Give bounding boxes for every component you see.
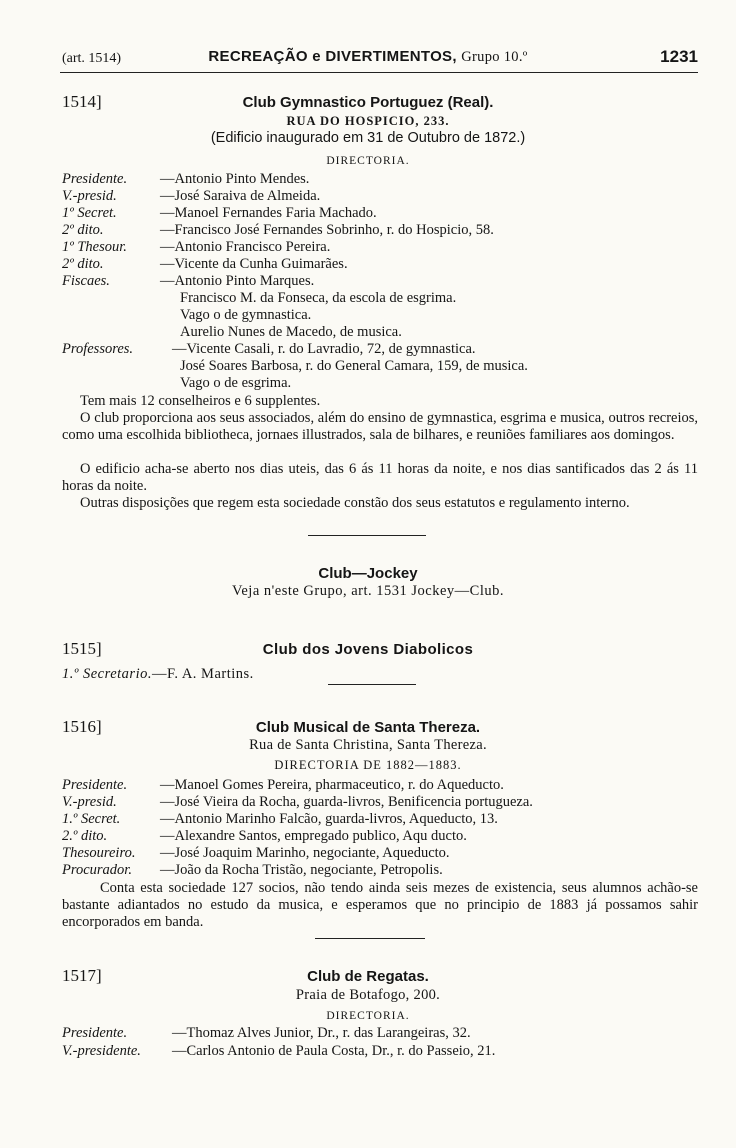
professores-row: Professores. —Vicente Casali, r. do Lavradio, 72, de gymnastica. [62,341,476,357]
entry-title-1516: Club Musical de Santa Thereza. [255,719,481,736]
section-rule [308,535,426,536]
entry-address-1516: Rua de Santa Christina, Santa Thereza. [249,737,487,753]
fiscal-line: Vago o de gymnastica. [180,307,312,323]
entry-paragraph: O edificio acha-se aberto nos dias uteis, das 6 ás 11 horas da noite, e nos dias santificados das 2 ás 11 horas da noite. [62,461,698,494]
article-range: (art. 1514) [62,51,122,66]
header-rule [60,72,698,73]
director-row: 1º Secret. —Manoel Fernandes Faria Machado. [62,205,377,221]
entry-paragraph: Conta esta sociedade 127 socios, não tendo ainda seis mezes de existencia, seus alumnos achão-se bastante adiantados no estudo da musica, e esperamos que no principio de 1883 já possamos sahir encorporados em banda. [62,880,698,930]
director-row: 2º dito. —Francisco José Fernandes Sobrinho, r. do Hospicio, 58. [62,222,494,238]
director-row: 2º dito. —Vicente da Cunha Guimarães. [62,256,348,272]
directoria-heading-1517: DIRECTORIA. [326,1010,410,1022]
entry-number-1514: 1514] [62,92,102,111]
entry-title-jockey: Club—Jockey [318,565,418,582]
page-number: 1231 [660,47,698,66]
directoria-heading-1514: DIRECTORIA. [326,155,410,167]
directoria-heading-1516: DIRECTORIA DE 1882—1883. [274,758,462,772]
entry-address-1514: RUA DO HOSPICIO, 233. [286,114,450,128]
fiscal-line: Aurelio Nunes de Macedo, de musica. [180,324,402,340]
director-row: V.-presid. —José Vieira da Rocha, guarda-livros, Benificencia portugueza. [62,794,533,810]
header-title-main: RECREAÇÃO e DIVERTIMENTOS, [208,48,457,65]
entry-note-1514: (Edificio inaugurado em 31 de Outubro de 1872.) [210,130,526,146]
director-row: V.-presidente. —Carlos Antonio de Paula Costa, Dr., r. do Passeio, 21. [62,1043,496,1059]
director-row: Procurador. —João da Rocha Tristão, negociante, Petropolis. [62,862,443,878]
entry-title-1514: Club Gymnastico Portuguez (Real). [242,94,494,111]
entry-paragraph: Outras disposições que regem esta sociedade constão dos seus estatutos e regulamento interno. [80,495,630,511]
header-group: Grupo 10.º [461,49,528,65]
director-row: Fiscaes. —Antonio Pinto Marques. [62,273,315,289]
entry-number-1516: 1516] [62,717,102,736]
section-rule [315,938,425,939]
entry-title-1517: Club de Regatas. [307,968,429,985]
fiscal-line: Francisco M. da Fonseca, da escola de esgrima. [180,290,457,306]
entry-address-1517: Praia de Botafogo, 200. [295,987,441,1003]
director-row: V.-presid. —José Saraiva de Almeida. [62,188,321,204]
entry-paragraph: Tem mais 12 conselheiros e 6 supplentes. [80,393,321,409]
secretary-row: 1.º Secretario.—F. A. Martins. [62,666,254,682]
entry-number-1515: 1515] [62,639,102,658]
entry-title-1515: Club dos Jovens Diabolicos [262,641,474,658]
director-row: Presidente. —Thomaz Alves Junior, Dr., r. das Larangeiras, 32. [62,1025,471,1041]
professor-line: Vago o de esgrima. [180,375,292,391]
director-row: 1.º Secret. —Antonio Marinho Falcão, guarda-livros, Aqueducto, 13. [62,811,498,827]
entry-number-1517: 1517] [62,966,102,985]
director-row: Presidente. —Manoel Gomes Pereira, pharmaceutico, r. do Aqueducto. [62,777,504,793]
director-row: Thesoureiro. —José Joaquim Marinho, negociante, Aqueducto. [62,845,450,861]
director-row: 1º Thesour. —Antonio Francisco Pereira. [62,239,331,255]
director-row: Presidente. —Antonio Pinto Mendes. [62,171,310,187]
entry-paragraph: O club proporciona aos seus associados, além do ensino de gymnastica, esgrima e musica, outros recreios, como uma escolhida bibliotheca, jornaes illustrados, sala de bilhares, e reuniões familiares aos domingos. [62,410,698,443]
cross-reference: Veja n'este Grupo, art. 1531 Jockey—Club. [232,583,504,599]
professor-line: José Soares Barbosa, r. do General Camara, 159, de musica. [180,358,528,374]
section-rule [328,684,416,685]
director-row: 2.º dito. —Alexandre Santos, empregado publico, Aqu ducto. [62,828,467,844]
page-header-title [0,48,736,66]
